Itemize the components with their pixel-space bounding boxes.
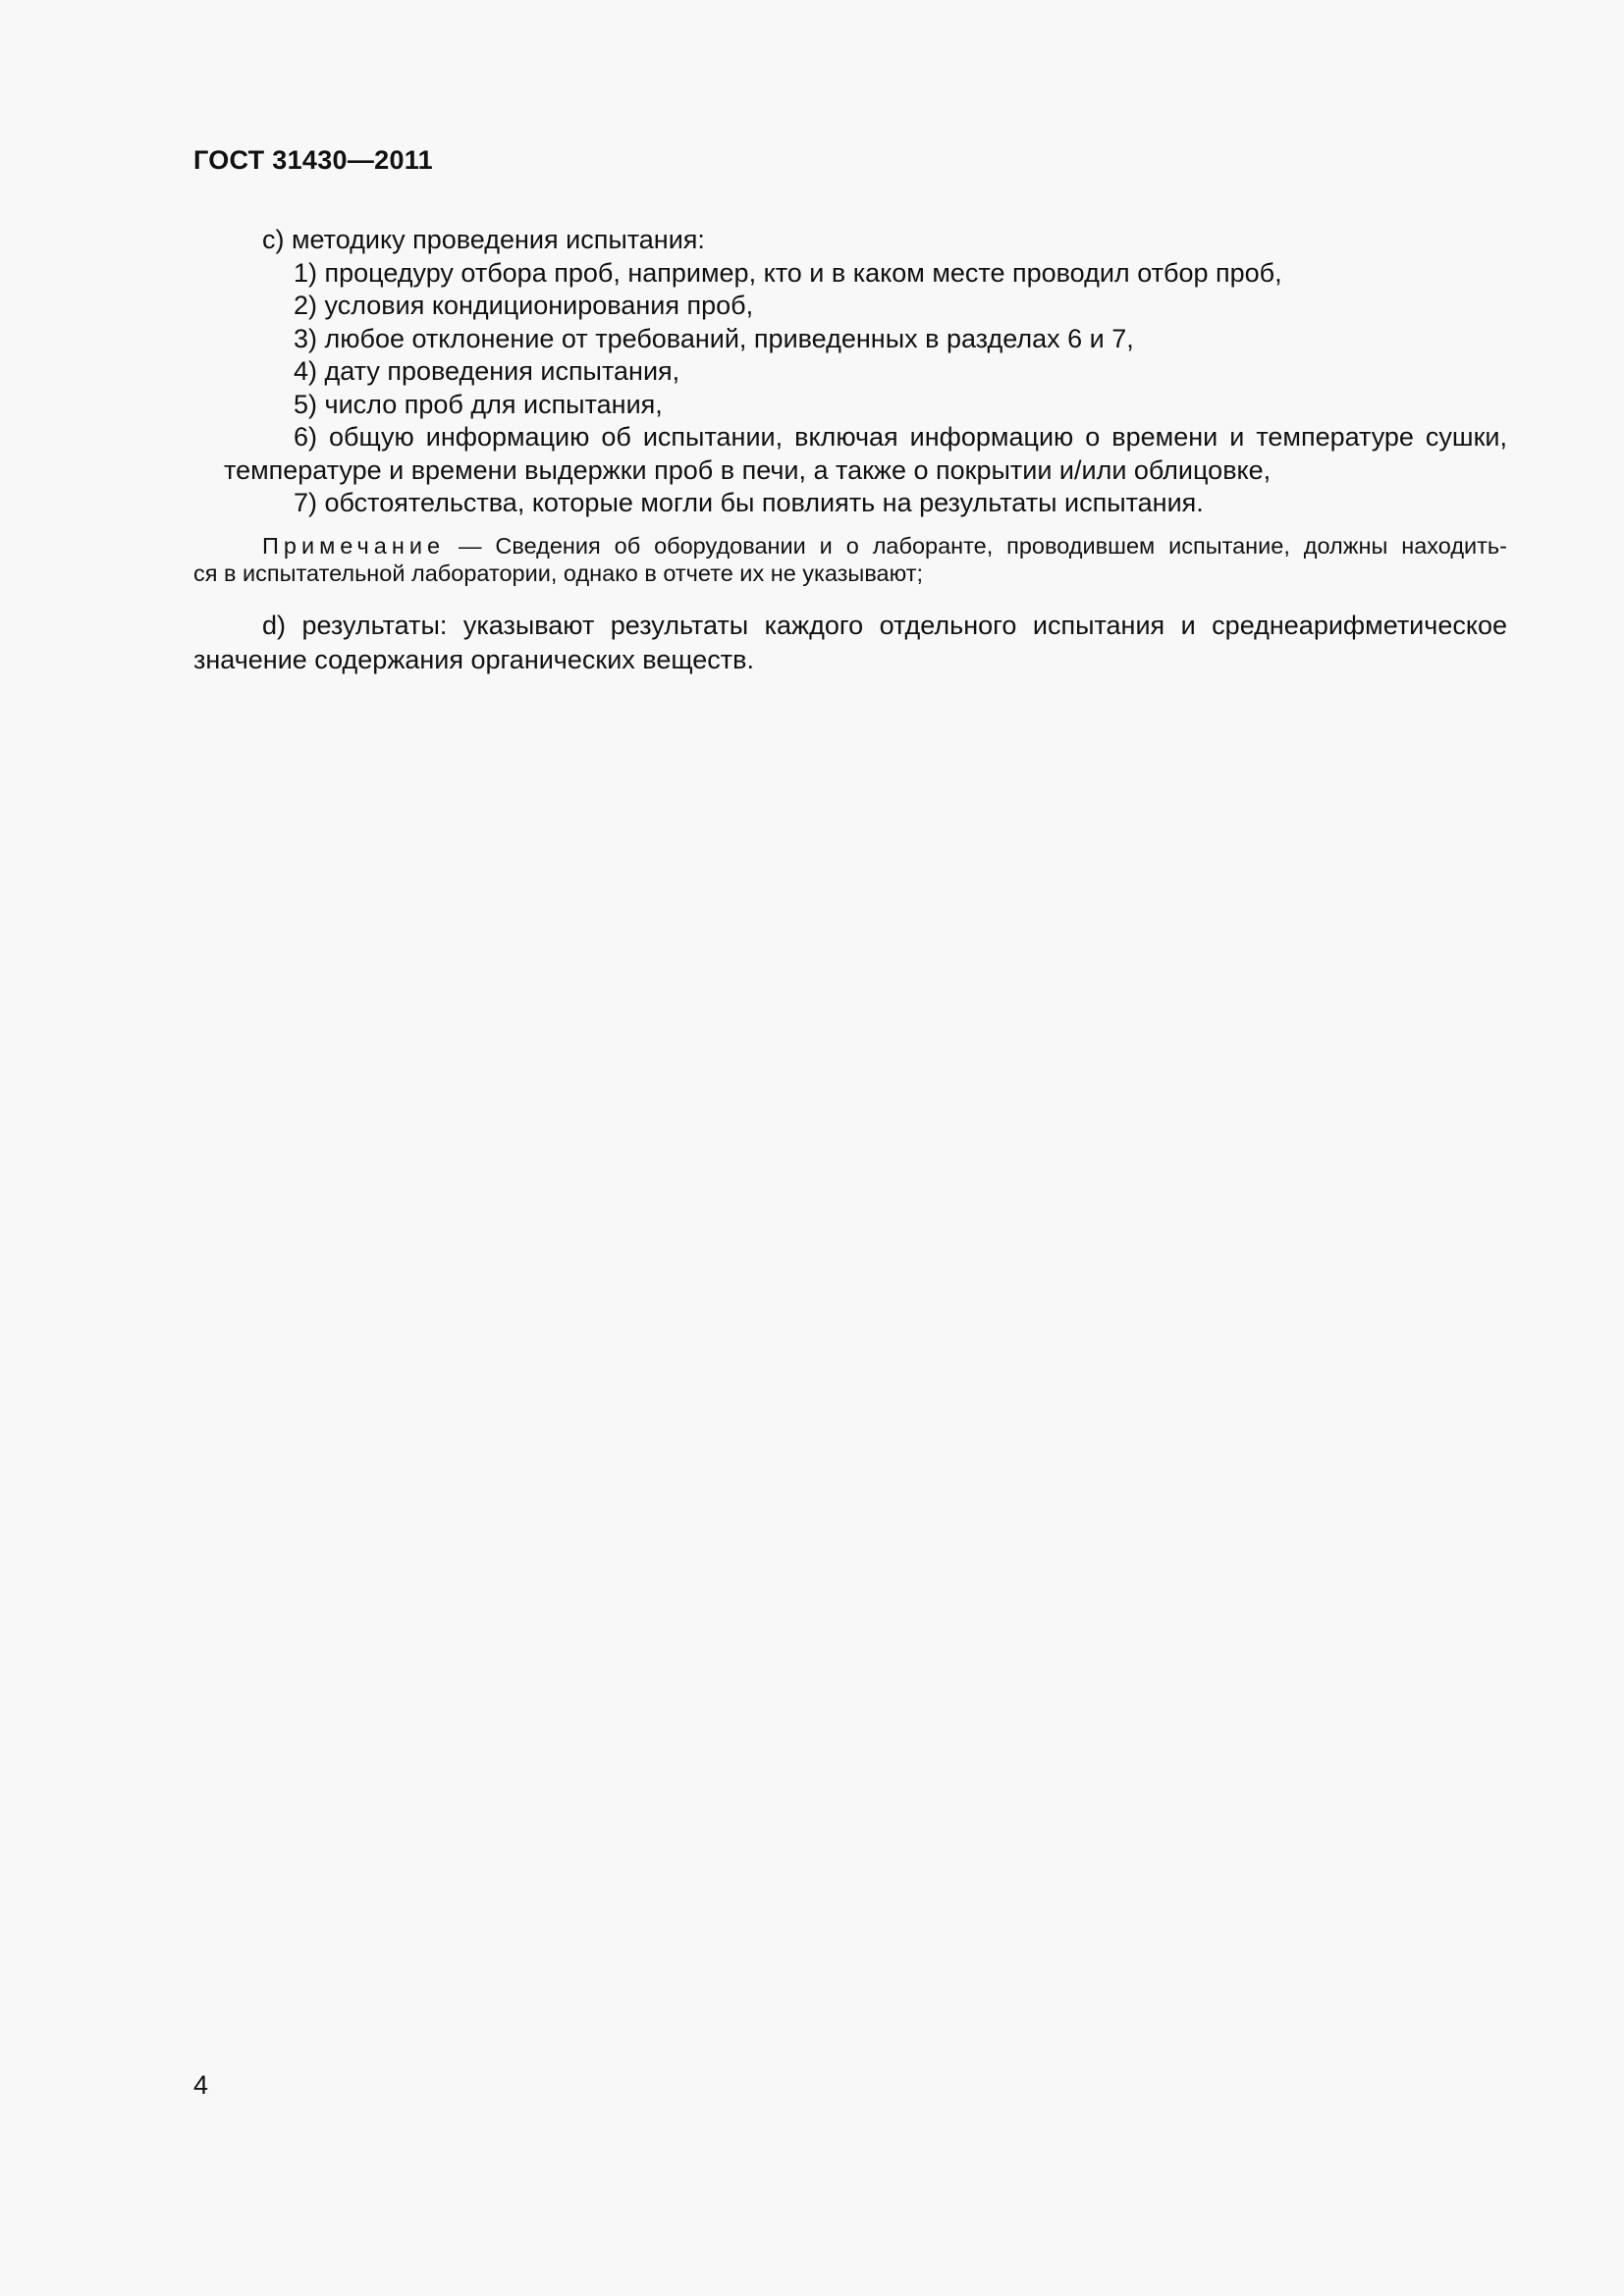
note-first-line	[193, 532, 1507, 560]
section-d	[193, 609, 1507, 677]
section-d-line: d) результаты: указывают результаты каждого отдельного испытания и среднеарифметическое	[262, 611, 1507, 640]
list-item-continuation: температуре и времени выдержки проб в печи, а также о покрытии и/или облицовке,	[224, 454, 1272, 485]
list-item: 7) обстоятельства, которые могли бы повлиять на результаты испытания.	[294, 488, 1204, 517]
list-item: 3) любое отклонение от требований, приведенных в разделах 6 и 7,	[294, 323, 1134, 353]
document-header: ГОСТ 31430—2011	[193, 145, 433, 175]
list-item: 1) процедуру отбора проб, например, кто и в каком месте проводил отбор проб,	[294, 257, 1282, 288]
note-block	[193, 532, 1507, 587]
note-second-line: ся в испытательной лаборатории, однако в отчете их не указывают;	[193, 561, 924, 586]
list-item: 5) число проб для испытания,	[294, 389, 663, 419]
section-c	[193, 224, 1507, 520]
list-item: 6) общую информацию об испытании, включая информацию о времени и температуре сушки,	[294, 422, 1507, 452]
note-label: Примечание	[262, 533, 446, 559]
page-number: 4	[193, 2070, 209, 2100]
list-item: 4) дату проведения испытания,	[294, 356, 680, 386]
note-dash: —	[458, 533, 482, 559]
section-c-heading: c) методику проведения испытания:	[262, 225, 705, 254]
section-d-line: значение содержания органических веществ.	[193, 645, 754, 674]
note-text: Сведения об оборудовании и о лаборанте, проводившем испытание, должны находить-	[495, 533, 1508, 559]
list-item: 2) условия кондиционирования проб,	[294, 291, 754, 320]
